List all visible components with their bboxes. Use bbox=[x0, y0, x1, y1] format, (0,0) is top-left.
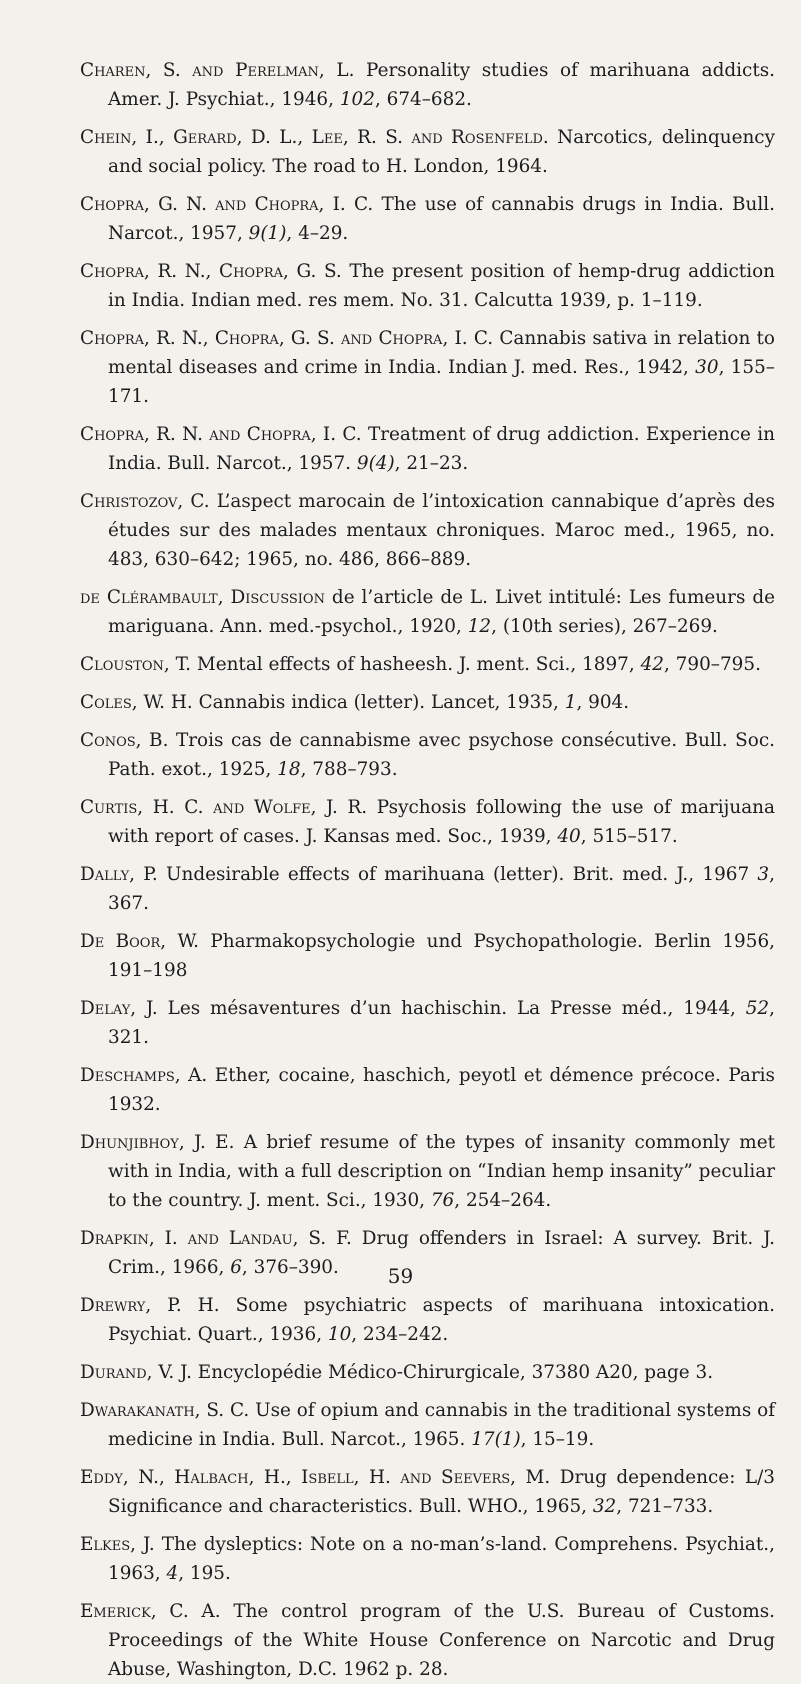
reference-authors: Charen, S. and Perelman, L. bbox=[80, 60, 355, 81]
reference-pages: , 904. bbox=[576, 692, 630, 713]
reference-volume: 12 bbox=[467, 616, 492, 637]
reference-volume: 102 bbox=[339, 89, 375, 110]
reference-entry bbox=[80, 1358, 775, 1387]
reference-volume: 4 bbox=[166, 1563, 179, 1584]
reference-text: Cannabis indica (letter). Lancet, 1935, bbox=[192, 692, 565, 713]
reference-authors: Eddy, N., Halbach, H., Isbell, H. and Seevers, M. bbox=[80, 1467, 551, 1488]
reference-authors: Drewry, P. H. bbox=[80, 1295, 220, 1316]
reference-authors: Chopra, R. N. and Chopra, I. C. bbox=[80, 424, 362, 445]
reference-volume: 18 bbox=[277, 759, 301, 780]
reference-volume: 10 bbox=[327, 1324, 352, 1345]
reference-text: A brief resume of the types of insanity commonly met with in India, with a full description on “Indian hemp insanity” peculiar to the country. J. ment. Sci., 1930, bbox=[108, 1132, 775, 1211]
reference-authors: Christozov, C. bbox=[80, 491, 210, 512]
reference-pages: , 155–171. bbox=[108, 357, 775, 407]
reference-entry bbox=[80, 123, 775, 181]
reference-pages: , 195. bbox=[178, 1563, 231, 1584]
reference-authors: Curtis, H. C. and Wolfe, J. R. bbox=[80, 797, 368, 818]
reference-text: Use of opium and cannabis in the traditional systems of medicine in India. Bull. Narcot., 1965. bbox=[108, 1400, 775, 1450]
reference-pages: , 321. bbox=[108, 998, 775, 1048]
reference-text: The present position of hemp-drug addiction in India. Indian med. res mem. No. 31. Calcutta 1939, p. 1–119. bbox=[108, 261, 775, 311]
reference-entry bbox=[80, 726, 775, 784]
reference-pages: , 376–390. bbox=[241, 1257, 339, 1278]
reference-authors: De Boor, W. bbox=[80, 931, 199, 952]
reference-authors: Deschamps, A. bbox=[80, 1065, 208, 1086]
reference-entry bbox=[80, 487, 775, 574]
reference-authors: Drapkin, I. and Landau, S. F. bbox=[80, 1228, 352, 1249]
reference-text: L’aspect marocain de l’intoxication cannabique d’après des études sur des malades mentaux chroniques. Maroc med., 1965, no. 483, 630–642; 1965, no. 486, 866–889. bbox=[108, 491, 775, 570]
reference-entry bbox=[80, 1291, 775, 1349]
reference-volume: 30 bbox=[695, 357, 719, 378]
reference-authors: Coles, W. H. bbox=[80, 692, 193, 713]
reference-authors: Chopra, G. N. and Chopra, I. C. bbox=[80, 194, 374, 215]
reference-entry bbox=[80, 860, 775, 918]
reference-volume: 9(1) bbox=[248, 223, 287, 244]
reference-text: Pharmakopsychologie und Psychopathologie. Berlin 1956, 191–198 bbox=[108, 931, 775, 981]
reference-text: The control program of the U.S. Bureau of Customs. Proceedings of the White House Conference on Narcotic and Drug Abuse, Washington, D.C. 1962 p. 28. bbox=[108, 1601, 776, 1680]
reference-authors: Dally, P. bbox=[80, 864, 158, 885]
reference-text: Undesirable effects of marihuana (letter). Brit. med. J., 1967 bbox=[157, 864, 758, 885]
reference-authors: Chopra, R. N., Chopra, G. S. bbox=[80, 261, 342, 282]
reference-authors: Conos, B. bbox=[80, 730, 169, 751]
reference-pages: , 515–517. bbox=[580, 826, 678, 847]
reference-pages: , 790–795. bbox=[663, 654, 761, 675]
reference-text: Encyclopédie Médico-Chirurgicale, 37380 A20, page 3. bbox=[191, 1362, 714, 1383]
reference-volume: 9(4) bbox=[356, 453, 395, 474]
reference-entry bbox=[80, 190, 775, 248]
reference-entry bbox=[80, 994, 775, 1052]
reference-entry bbox=[80, 1463, 775, 1521]
reference-volume: 42 bbox=[640, 654, 664, 675]
reference-text: Ether, cocaine, haschich, peyotl et démence précoce. Paris 1932. bbox=[108, 1065, 775, 1115]
reference-authors: Chein, I., Gerard, D. L., Lee, R. S. and Rosenfeld. bbox=[80, 127, 549, 148]
reference-entry bbox=[80, 56, 775, 114]
reference-text: Treatment of drug addiction. Experience in India. Bull. Narcot., 1957. bbox=[108, 424, 775, 474]
reference-authors: Dhunjibhoy, J. E. bbox=[80, 1132, 235, 1153]
reference-text: Trois cas de cannabisme avec psychose consécutive. Bull. Soc. Path. exot., 1925, bbox=[108, 730, 775, 780]
reference-authors: Elkes, J. bbox=[80, 1534, 155, 1555]
reference-entry bbox=[80, 1128, 775, 1215]
reference-text: The dysleptics: Note on a no-man’s-land. Comprehens. Psychiat., 1963, bbox=[108, 1534, 775, 1584]
reference-entry bbox=[80, 1396, 775, 1454]
reference-pages: , 254–264. bbox=[454, 1190, 552, 1211]
reference-text: Les mésaventures d’un hachischin. La Presse méd., 1944, bbox=[157, 998, 746, 1019]
reference-entry bbox=[80, 650, 775, 679]
reference-text: Personality studies of marihuana addicts. Amer. J. Psychiat., 1946, bbox=[108, 60, 775, 110]
reference-authors: de Clérambault, Discussion bbox=[80, 587, 325, 608]
reference-list bbox=[80, 56, 775, 1684]
reference-pages: , 21–23. bbox=[394, 453, 469, 474]
reference-entry bbox=[80, 688, 775, 717]
reference-entry bbox=[80, 324, 775, 411]
reference-pages: , 367. bbox=[108, 864, 775, 914]
reference-text: Drug dependence: L/3 Significance and characteristics. Bull. WHO., 1965, bbox=[108, 1467, 775, 1517]
reference-entry bbox=[80, 583, 775, 641]
reference-pages: , 4–29. bbox=[286, 223, 349, 244]
reference-entry bbox=[80, 927, 775, 985]
reference-volume: 52 bbox=[745, 998, 770, 1019]
reference-text: Narcotics, delinquency and social policy. The road to H. London, 1964. bbox=[108, 127, 775, 177]
reference-volume: 1 bbox=[564, 692, 577, 713]
reference-pages: , 721–733. bbox=[616, 1496, 714, 1517]
reference-volume: 6 bbox=[230, 1257, 242, 1278]
reference-authors: Chopra, R. N., Chopra, G. S. and Chopra, I. C. bbox=[80, 328, 494, 349]
reference-text: de l’article de L. Livet intitulé: Les fumeurs de mariguana. Ann. med.-psychol., 1920, bbox=[108, 587, 775, 637]
reference-entry bbox=[80, 793, 775, 851]
reference-volume: 40 bbox=[557, 826, 581, 847]
reference-text: The use of cannabis drugs in India. Bull. Narcot., 1957, bbox=[108, 194, 776, 244]
reference-volume: 17(1) bbox=[471, 1429, 521, 1450]
reference-text: Some psychiatric aspects of marihuana intoxication. Psychiat. Quart., 1936, bbox=[108, 1295, 775, 1345]
reference-authors: Delay, J. bbox=[80, 998, 158, 1019]
reference-entry bbox=[80, 1530, 775, 1588]
reference-pages: , 674–682. bbox=[374, 89, 472, 110]
reference-text: Psychosis following the use of marijuana with report of cases. J. Kansas med. Soc., 1939, bbox=[108, 797, 775, 847]
reference-pages: , 788–793. bbox=[300, 759, 398, 780]
reference-authors: Emerick, C. A. bbox=[80, 1601, 221, 1622]
reference-authors: Dwarakanath, S. C. bbox=[80, 1400, 250, 1421]
reference-pages: , 15–19. bbox=[520, 1429, 595, 1450]
reference-text: Mental effects of hasheesh. J. ment. Sci., 1897, bbox=[191, 654, 641, 675]
reference-authors: Clouston, T. bbox=[80, 654, 192, 675]
reference-text: Drug offenders in Israel: A survey. Brit. J. Crim., 1966, bbox=[108, 1228, 775, 1278]
reference-entry bbox=[80, 420, 775, 478]
reference-entry bbox=[80, 1061, 775, 1119]
reference-pages: , 234–242. bbox=[351, 1324, 449, 1345]
reference-volume: 3 bbox=[757, 864, 770, 885]
reference-volume: 76 bbox=[430, 1190, 455, 1211]
reference-volume: 32 bbox=[592, 1496, 617, 1517]
reference-entry bbox=[80, 1597, 775, 1684]
reference-pages: , (10th series), 267–269. bbox=[491, 616, 718, 637]
reference-authors: Durand, V. J. bbox=[80, 1362, 192, 1383]
page-number: 59 bbox=[387, 1264, 414, 1288]
reference-text: Cannabis sativa in relation to mental diseases and crime in India. Indian J. med. Res., 1942, bbox=[108, 328, 775, 378]
reference-entry bbox=[80, 257, 775, 315]
